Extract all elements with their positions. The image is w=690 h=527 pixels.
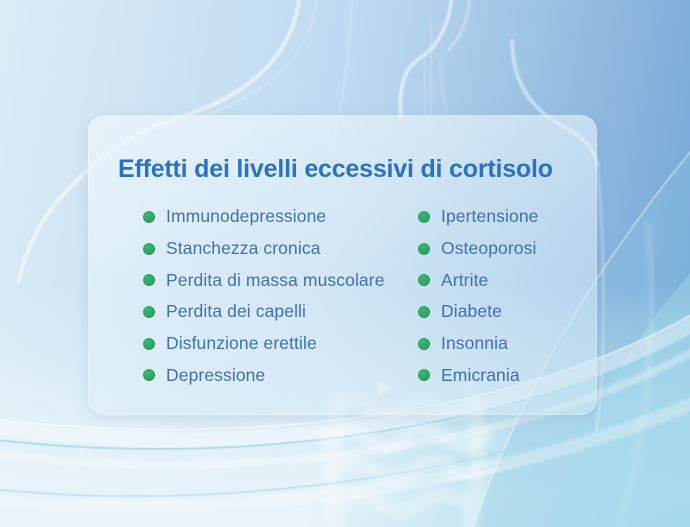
bullet-dot-icon <box>143 211 155 223</box>
effect-item <box>418 359 539 391</box>
effect-label: Immunodepressione <box>166 206 327 227</box>
bullet-dot-icon <box>143 306 155 318</box>
page-title: Effetti dei livelli eccessivi di cortisolo <box>118 154 553 183</box>
bullet-dot-icon <box>143 274 155 286</box>
effect-item <box>418 264 539 296</box>
effect-label: Artrite <box>441 269 489 290</box>
effect-item <box>143 328 385 360</box>
effect-label: Perdita di massa muscolare <box>166 269 385 290</box>
effect-item <box>143 264 385 296</box>
effects-list-left <box>143 201 385 391</box>
content-panel <box>88 115 597 415</box>
bullet-dot-icon <box>143 338 155 350</box>
effect-item <box>143 201 385 233</box>
effect-label: Perdita dei capelli <box>166 301 307 322</box>
effect-item <box>143 233 385 265</box>
effect-label: Osteoporosi <box>441 238 537 259</box>
effect-label: Diabete <box>441 301 503 322</box>
effect-item <box>418 233 539 265</box>
bullet-dot-icon <box>418 243 430 255</box>
bullet-dot-icon <box>418 211 430 223</box>
bullet-dot-icon <box>143 369 155 381</box>
bullet-dot-icon <box>418 338 430 350</box>
effect-label: Stanchezza cronica <box>166 238 321 259</box>
bullet-dot-icon <box>143 243 155 255</box>
bullet-dot-icon <box>418 274 430 286</box>
effect-item <box>418 328 539 360</box>
bullet-dot-icon <box>418 369 430 381</box>
effect-label: Depressione <box>166 364 266 385</box>
effect-item <box>143 296 385 328</box>
effect-item <box>143 359 385 391</box>
effect-label: Ipertensione <box>441 206 539 227</box>
effects-list-right <box>418 201 539 391</box>
effect-label: Emicrania <box>441 364 520 385</box>
effect-label: Insonnia <box>441 333 508 354</box>
effect-item <box>418 201 539 233</box>
effect-item <box>418 296 539 328</box>
effect-label: Disfunzione erettile <box>166 333 317 354</box>
bullet-dot-icon <box>418 306 430 318</box>
